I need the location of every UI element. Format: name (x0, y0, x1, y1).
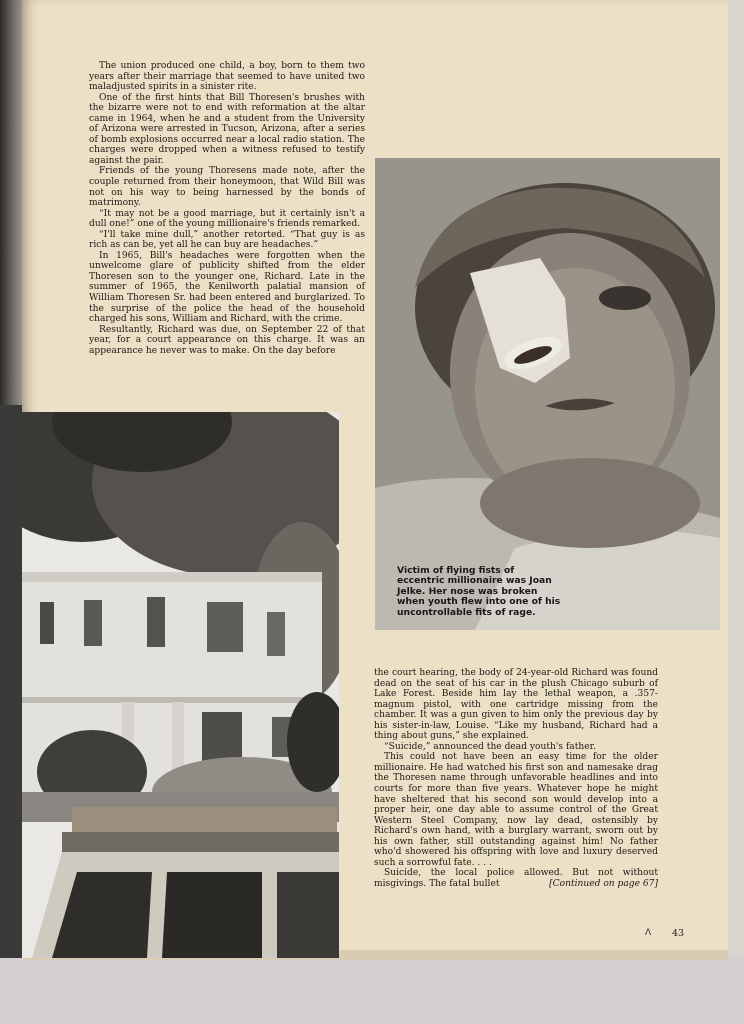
article-column-2 (374, 668, 658, 889)
paragraph: “It may not be a good marriage, but it certainly isn't a dull one!” one of the young millionaire's friends remarked. (89, 208, 365, 230)
paragraph-text: Suicide, the local police allowed. But not without misgivings. The fatal bullet (374, 868, 658, 889)
caption-line: when youth flew into one of his (397, 596, 561, 608)
paragraph: One of the first hints that Bill Thoresen's brushes with the bizarre were not to end with reformation at the altar came in 1964, when he and a student from the University of Arizona were arrested in Tucson, Arizona, after a series of bomb explosions occurred near a local radio station. The charges were dropped when a witness refused to testify against the pair. (89, 92, 365, 166)
portrait-photo (375, 158, 720, 630)
folio-mark: Λ (645, 928, 652, 938)
photo-caption (397, 566, 577, 618)
paragraph: Resultantly, Richard was due, on September 22 of that year, for a court appearance on this charge. It was an appearance he never was to make. On the day before (89, 324, 365, 356)
caption-line: eccentric millionaire was Joan (397, 575, 552, 587)
scan-background (0, 958, 744, 1024)
caption-line: Jelke. Her nose was broken (397, 585, 538, 597)
article-column-1 (89, 61, 365, 356)
paragraph: “I'll take mine dull,” another retorted. “That guy is as rich as can be, yet all he can buy are headaches.” (89, 229, 365, 251)
mansion-photo (22, 412, 339, 958)
left-page-edge (0, 405, 22, 965)
paragraph: the court hearing, the body of 24-year-old Richard was found dead on the seat of his car in the plush Chicago suburb of Lake Forest. Beside him lay the lethal weapon, a .357-magnum pistol, with one cartridge missing from the chamber. It was a gun given to him only the previous day by his sister-in-law, Louise. “Like my husband, Richard had a thing about guns,” she explained. (374, 668, 658, 742)
caption-line: uncontrollable fits of rage. (397, 606, 536, 618)
continued-note: [Continued on page 67] (549, 878, 658, 889)
paragraph: Friends of the young Thoresens made note, after the couple returned from their honeymoon, that Wild Bill was not on his way to being harnessed by the bonds of matrimony. (89, 166, 365, 209)
paragraph: In 1965, Bill's headaches were forgotten when the unwelcome glare of publicity shifted from the elder Thoresen son to the younger one, Richard. Late in the summer of 1965, the Kenilworth palatial mansion of William Thoresen Sr. had been entered and burglarized. To the surprise of the police the head of the household charged his sons, William and Richard, with the crime. (89, 250, 365, 325)
page-number: 43 (672, 928, 685, 939)
paragraph: This could not have been an easy time for the older millionaire. He had watched his first son and namesake drag the Thoresen name through unfavorable headlines and into courts for more than five years. Whatever hope he might have sheltered that his second son would develop into a proper heir, one day able to assume control of the Great Western Steel Company, now lay dead, ostensibly by Richard's own hand, with a burglary warrant, sworn out by his own father, still outstanding against him! No father who'd showered his offspring with love and luxury deserved such a sorrowful fate. . . . (374, 752, 658, 868)
caption-line: Victim of flying fists of (397, 565, 515, 576)
paragraph: The union produced one child, a boy, born to them two years after their marriage that seemed to have united two maladjusted spirits in a sinister rite. (89, 61, 365, 93)
paragraph: “Suicide,” announced the dead youth's father. (384, 741, 596, 752)
paragraph (374, 868, 658, 889)
